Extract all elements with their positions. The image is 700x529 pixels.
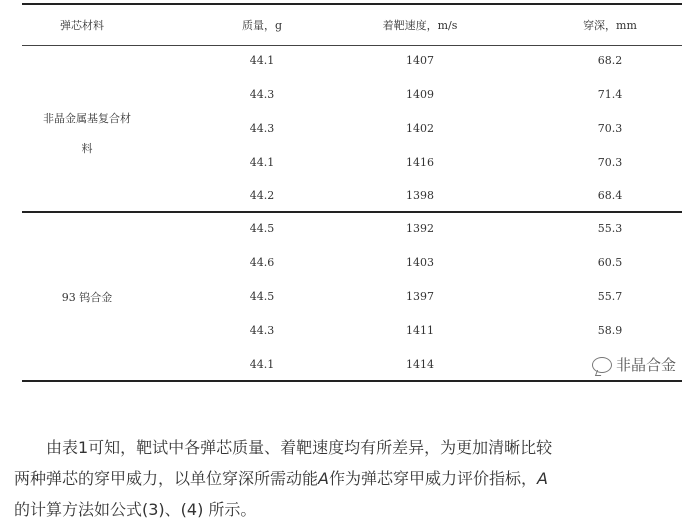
header-mass: 质量，g xyxy=(241,19,283,32)
cell-penetration: 55.3 xyxy=(597,222,623,235)
cell-penetration: 70.3 xyxy=(597,122,623,135)
table-top-rule xyxy=(22,3,682,5)
group-material-label xyxy=(32,104,142,164)
cell-penetration: 58.9 xyxy=(597,324,623,337)
cell-mass: 44.2 xyxy=(249,189,275,202)
body-paragraph xyxy=(14,432,690,525)
cell-velocity: 1416 xyxy=(406,156,434,169)
cell-penetration: 70.3 xyxy=(597,156,623,169)
cell-penetration: 68.4 xyxy=(597,189,623,202)
table-bottom-rule xyxy=(22,380,682,382)
cell-velocity: 1407 xyxy=(406,54,434,67)
variable-a: A xyxy=(318,469,329,488)
cell-penetration: 55.7 xyxy=(597,290,623,303)
paragraph-line: 由表1可知，靶试中各弹芯质量、着靶速度均有所差异，为更加清晰比较 xyxy=(46,438,553,457)
paragraph-text: 两种弹芯的穿甲威力，以单位穿深所需动能 xyxy=(14,469,319,488)
header-velocity: 着靶速度，m/s xyxy=(382,19,458,32)
table-header-rule xyxy=(22,45,682,46)
cell-velocity: 1403 xyxy=(406,256,434,269)
material-line: 料 xyxy=(81,142,93,155)
material-line: 非晶金属基复合材 xyxy=(43,112,131,125)
cell-velocity: 1414 xyxy=(406,358,434,371)
cell-velocity: 1411 xyxy=(406,324,434,337)
cell-velocity: 1398 xyxy=(406,189,434,202)
paragraph-text: 作为弹芯穿甲威力评价指标， xyxy=(328,469,537,488)
cell-mass: 44.3 xyxy=(249,88,275,101)
cell-velocity: 1397 xyxy=(406,290,434,303)
cell-mass: 44.3 xyxy=(249,324,275,337)
cell-penetration: 60.5 xyxy=(597,256,623,269)
variable-a: A xyxy=(536,469,548,488)
paragraph-line: 的计算方法如公式(3)、(4) 所示。 xyxy=(14,500,257,519)
cell-mass: 44.3 xyxy=(249,122,275,135)
paragraph-line xyxy=(14,463,690,494)
cell-velocity: 1409 xyxy=(406,88,434,101)
wechat-icon xyxy=(592,357,612,373)
header-penetration: 穿深，mm xyxy=(583,19,637,32)
group-divider-rule xyxy=(22,211,682,213)
watermark-text: 非晶合金 xyxy=(615,356,676,374)
cell-velocity: 1402 xyxy=(406,122,434,135)
material-line: 93 钨合金 xyxy=(61,291,113,304)
cell-penetration: 68.2 xyxy=(597,54,623,67)
header-material: 弹芯材料 xyxy=(60,19,104,32)
cell-mass: 44.5 xyxy=(249,290,275,303)
cell-mass: 44.6 xyxy=(249,256,275,269)
cell-mass: 44.1 xyxy=(249,54,275,67)
cell-velocity: 1392 xyxy=(406,222,434,235)
watermark xyxy=(592,354,676,375)
cell-penetration: 71.4 xyxy=(597,88,623,101)
cell-mass: 44.5 xyxy=(249,222,275,235)
cell-mass: 44.1 xyxy=(249,156,275,169)
cell-mass: 44.1 xyxy=(249,358,275,371)
group-material-label xyxy=(32,289,142,305)
